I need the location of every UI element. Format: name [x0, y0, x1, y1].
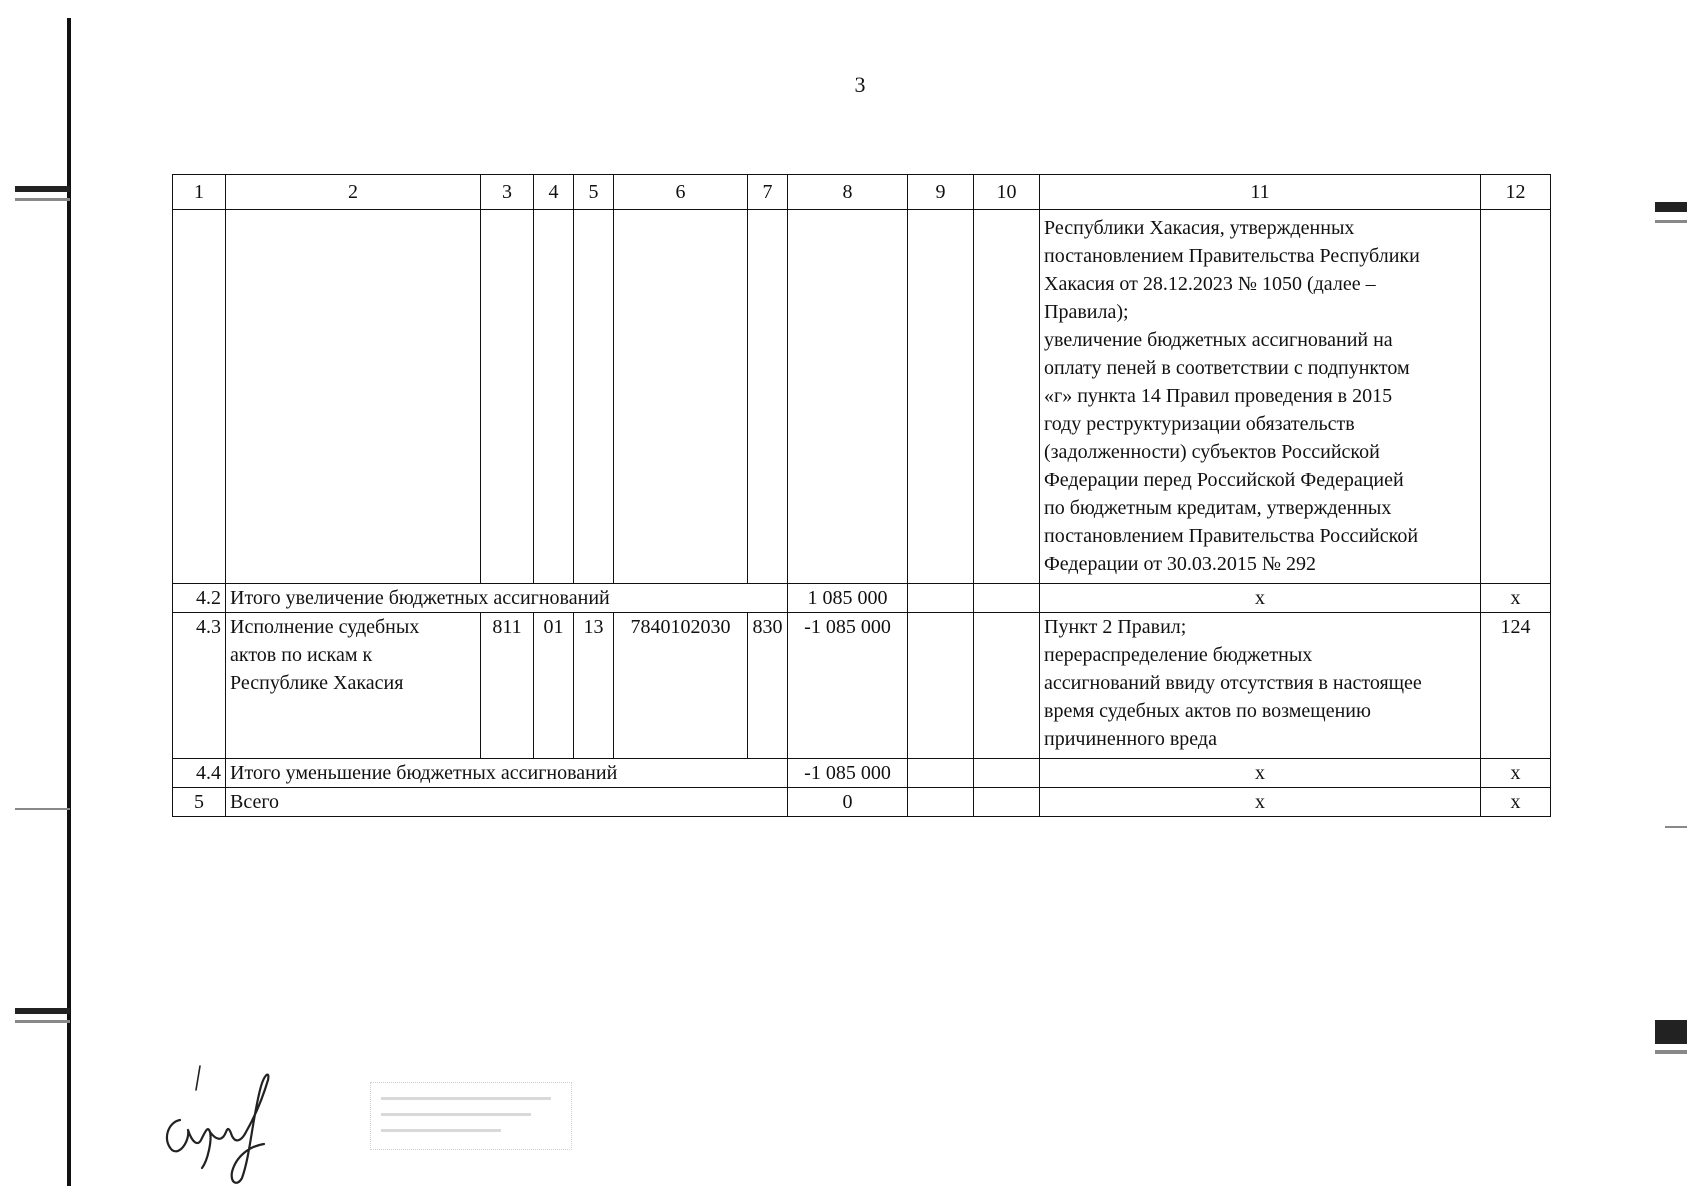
column-number: 10 [974, 175, 1040, 210]
justification: Пункт 2 Правил; перераспределение бюджетных ассигнований ввиду отсутствия в настоящее время судебных актов по возмещению причиненного вреда [1040, 613, 1481, 759]
row-label: Всего [226, 788, 788, 817]
column-number: 12 [1481, 175, 1551, 210]
scan-mark [1655, 1020, 1687, 1044]
justification: х [1040, 759, 1481, 788]
column-number: 3 [481, 175, 534, 210]
row-number: 4.3 [173, 613, 226, 759]
justification-text: Республики Хакасия, утвержденных постановлением Правительства Республики Хакасия от 28.12.2023 № 1050 (далее – Правила); увеличение бюджетных ассигнований на оплату пеней в соответствии с подпунктом «г» пункта 14 Правил проведения в 2015 году реструктуризации обязательств (задолженности) субъектов Российской Федерации перед Российской Федерацией по бюджетным кредитам, утвержденных постановлением Правительства Российской Федерации от 30.03.2015 № 292 [1040, 210, 1481, 584]
appropriations-table [172, 174, 1551, 817]
table-row-continuation [173, 210, 1551, 584]
table-row-4-2 [173, 584, 1551, 613]
column-number: 2 [226, 175, 481, 210]
row-label: Итого уменьшение бюджетных ассигнований [226, 759, 788, 788]
code: х [1481, 584, 1551, 613]
justification: х [1040, 788, 1481, 817]
scan-mark [1655, 1050, 1687, 1054]
table-header-row [173, 175, 1551, 210]
code: 124 [1481, 613, 1551, 759]
column-number: 5 [574, 175, 614, 210]
scan-mark [15, 198, 70, 201]
table-row-4-3 [173, 613, 1551, 759]
row-number: 4.2 [173, 584, 226, 613]
justification: х [1040, 584, 1481, 613]
page-number: 3 [854, 72, 866, 97]
column-number: 1 [173, 175, 226, 210]
subsection-code: 13 [574, 613, 614, 759]
section-code: 01 [534, 613, 574, 759]
amount: -1 085 000 [788, 759, 908, 788]
amount: 0 [788, 788, 908, 817]
scan-mark [15, 1008, 70, 1014]
row-label: Исполнение судебных актов по искам к Республике Хакасия [226, 613, 481, 759]
target-article-code: 7840102030 [614, 613, 748, 759]
scan-mark [15, 808, 70, 810]
table-row-5 [173, 788, 1551, 817]
faded-stamp [370, 1082, 572, 1150]
scan-mark [15, 1020, 70, 1023]
scan-mark [1655, 202, 1687, 212]
row-label: Итого увеличение бюджетных ассигнований [226, 584, 788, 613]
expense-type-code: 830 [748, 613, 788, 759]
row-number: 5 [173, 788, 226, 817]
department-code: 811 [481, 613, 534, 759]
scan-mark [1665, 826, 1687, 828]
row-number: 4.4 [173, 759, 226, 788]
column-number: 4 [534, 175, 574, 210]
scan-mark [1655, 220, 1687, 223]
column-number: 8 [788, 175, 908, 210]
handwritten-signature [150, 1060, 310, 1190]
code: х [1481, 759, 1551, 788]
amount: 1 085 000 [788, 584, 908, 613]
column-number: 7 [748, 175, 788, 210]
scan-mark [15, 186, 70, 192]
column-number: 11 [1040, 175, 1481, 210]
column-number: 6 [614, 175, 748, 210]
column-number: 9 [908, 175, 974, 210]
code: х [1481, 788, 1551, 817]
amount: -1 085 000 [788, 613, 908, 759]
table-row-4-4 [173, 759, 1551, 788]
